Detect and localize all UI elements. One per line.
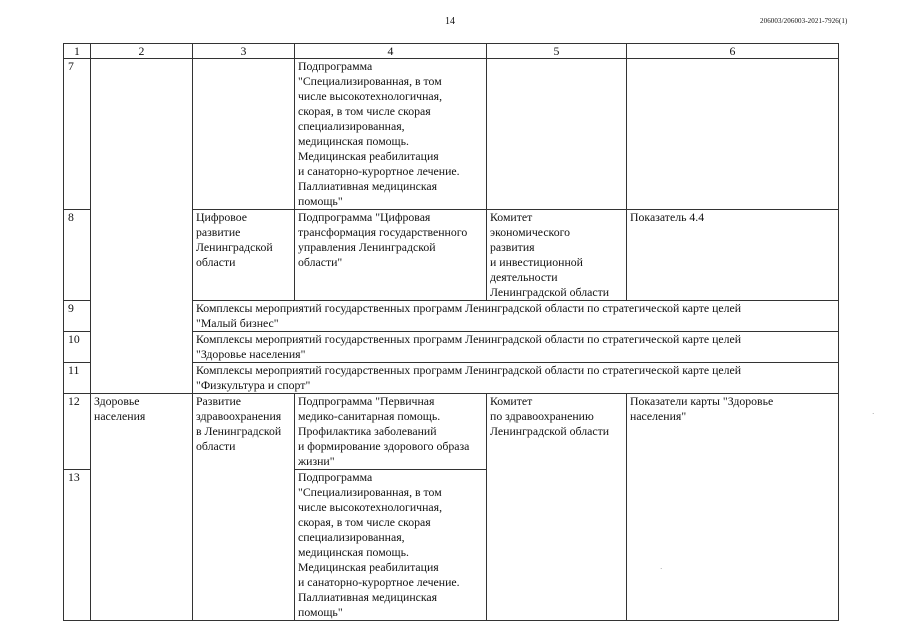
column-number-row bbox=[64, 44, 839, 59]
column-number: 2 bbox=[91, 44, 193, 59]
row-number: 7 bbox=[64, 59, 91, 210]
executor-cell bbox=[487, 59, 627, 210]
indicator-cell: Показатель 4.4 bbox=[627, 210, 839, 301]
program-cell: Цифровое развитие Ленинградской области bbox=[193, 210, 295, 301]
row-number: 11 bbox=[64, 363, 91, 394]
subprogram-cell: Подпрограмма "Специализированная, в том числе высокотехнологичная, скорая, в том числе скорая специализированная, медицинская помощь. Медицинская реабилитация и санаторно-курортное лечение. Паллиативная медицинская помощь" bbox=[295, 470, 487, 621]
indicator-cell bbox=[627, 59, 839, 210]
scan-speck: · bbox=[660, 565, 663, 573]
row-number: 12 bbox=[64, 394, 91, 470]
indicator-cell: Показатели карты "Здоровье населения" bbox=[627, 394, 839, 621]
goal-cell: Здоровье населения bbox=[91, 394, 193, 621]
column-number: 5 bbox=[487, 44, 627, 59]
table-row bbox=[64, 59, 839, 210]
scan-speck: · bbox=[872, 410, 875, 418]
subprogram-cell: Подпрограмма "Первичная медико-санитарная помощь. Профилактика заболеваний и формирование здорового образа жизни" bbox=[295, 394, 487, 470]
program-cell bbox=[193, 59, 295, 210]
merged-strategy-cell: Комплексы мероприятий государственных программ Ленинградской области по стратегической карте целей "Физкультура и спорт" bbox=[193, 363, 839, 394]
table-row bbox=[64, 394, 839, 470]
document-id: 206003/206003-2021-7926(1) bbox=[760, 17, 848, 25]
column-number: 1 bbox=[64, 44, 91, 59]
column-number: 6 bbox=[627, 44, 839, 59]
page-number: 14 bbox=[445, 16, 455, 27]
program-table bbox=[63, 43, 839, 621]
executor-cell: Комитет по здравоохранению Ленинградской области bbox=[487, 394, 627, 621]
column-number: 4 bbox=[295, 44, 487, 59]
merged-strategy-cell: Комплексы мероприятий государственных программ Ленинградской области по стратегической карте целей "Малый бизнес" bbox=[193, 301, 839, 332]
column-number: 3 bbox=[193, 44, 295, 59]
row-number: 10 bbox=[64, 332, 91, 363]
subprogram-cell: Подпрограмма "Цифровая трансформация государственного управления Ленинградской области" bbox=[295, 210, 487, 301]
row-number: 13 bbox=[64, 470, 91, 621]
goal-cell bbox=[91, 59, 193, 394]
program-cell: Развитие здравоохранения в Ленинградской области bbox=[193, 394, 295, 621]
row-number: 9 bbox=[64, 301, 91, 332]
row-number: 8 bbox=[64, 210, 91, 301]
executor-cell: Комитет экономического развития и инвестиционной деятельности Ленинградской области bbox=[487, 210, 627, 301]
merged-strategy-cell: Комплексы мероприятий государственных программ Ленинградской области по стратегической карте целей "Здоровье населения" bbox=[193, 332, 839, 363]
subprogram-cell: Подпрограмма "Специализированная, в том числе высокотехнологичная, скорая, в том числе скорая специализированная, медицинская помощь. Медицинская реабилитация и санаторно-курортное лечение. Паллиативная медицинская помощь" bbox=[295, 59, 487, 210]
